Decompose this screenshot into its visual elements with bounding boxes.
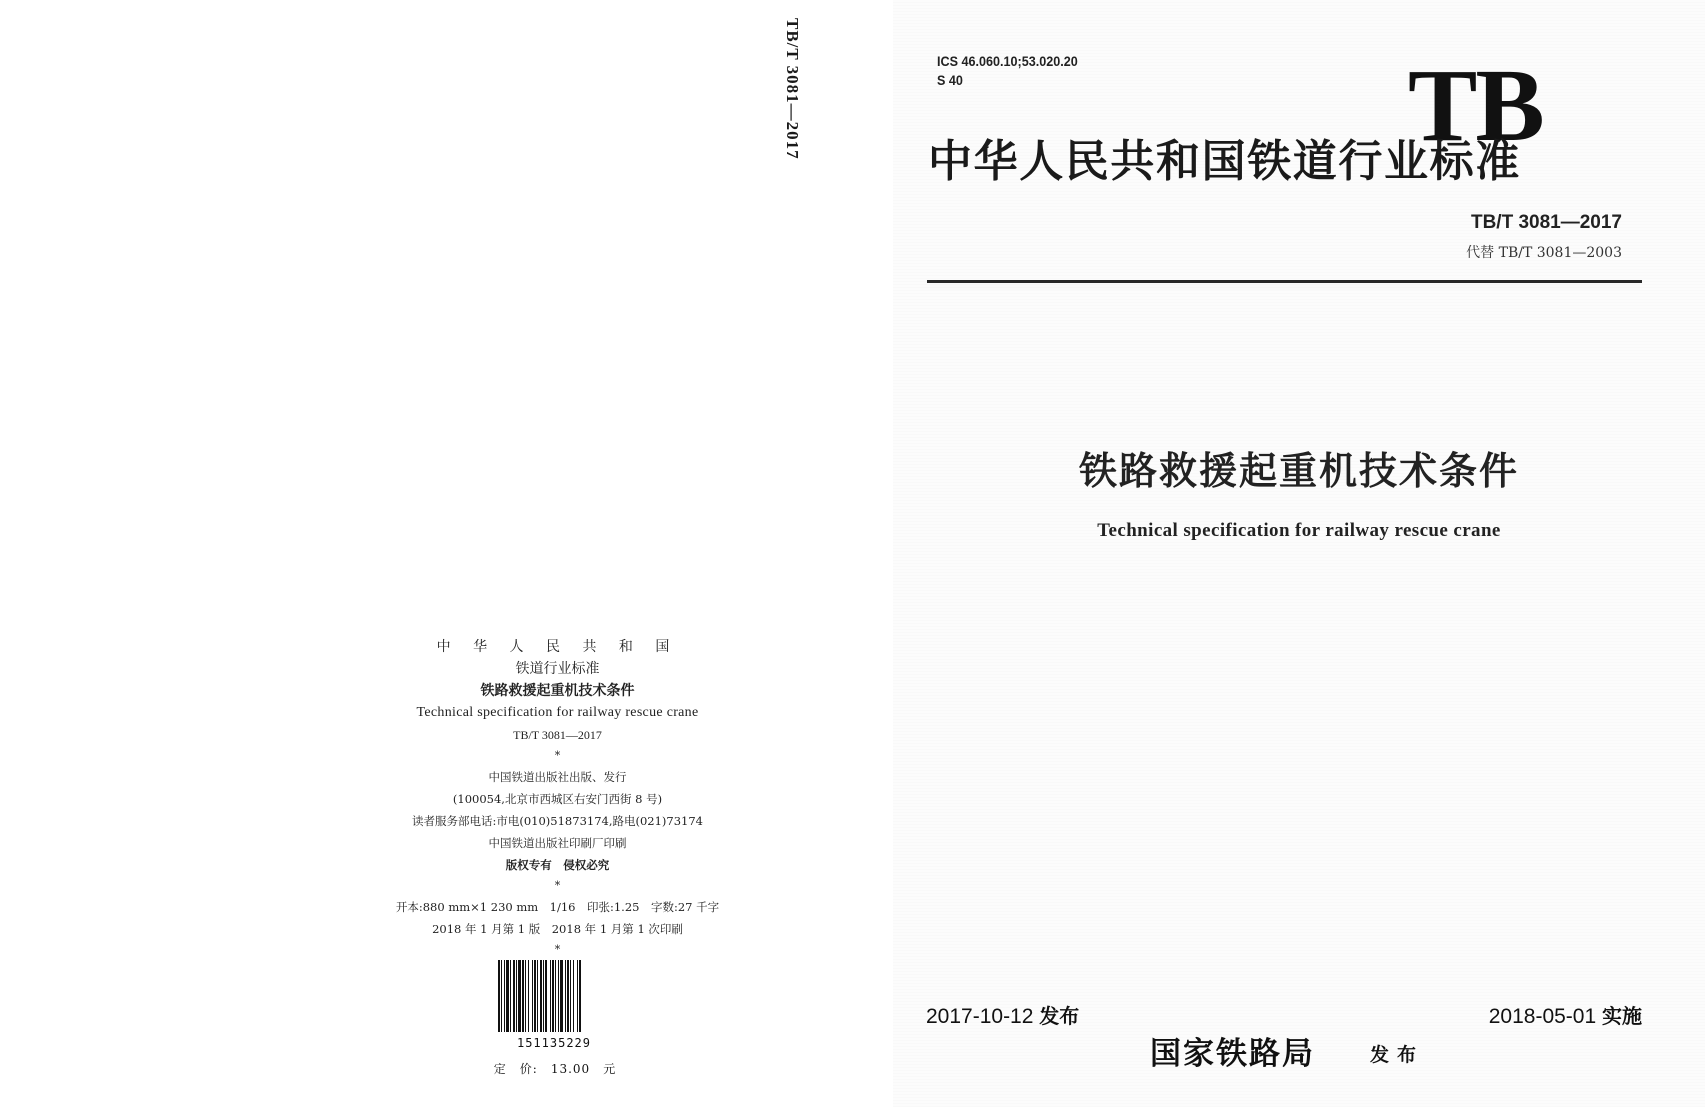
barcode-bar <box>537 960 538 1032</box>
imprint-printer: 中国铁道出版社印刷厂印刷 <box>488 836 627 850</box>
imprint-title-en: Technical specification for railway rescue crane <box>416 705 699 720</box>
header-divider <box>927 280 1642 283</box>
barcode-bar <box>540 960 542 1032</box>
document-title-en: Technical specification for railway rescue crane <box>1097 520 1501 541</box>
price: 定 价: 13.00 元 <box>493 1062 617 1076</box>
barcode-bar <box>504 960 505 1032</box>
barcode-number: 151135229 <box>516 1036 592 1050</box>
barcode-bar <box>543 960 544 1032</box>
imprint-country: 中 华 人 民 共 和 国 <box>436 639 679 655</box>
issue-date-line <box>926 1000 1079 1029</box>
barcode-bar <box>579 960 581 1032</box>
imprint-copyright: 版权专有 侵权必究 <box>505 858 610 872</box>
imprint-category: 铁道行业标准 <box>515 661 600 677</box>
imprint-publisher: 中国铁道出版社出版、发行 <box>488 770 627 784</box>
ics-code: ICS 46.060.10;53.020.20 <box>937 53 1078 69</box>
imprint-edition-info: 2018 年 1 月第 1 版 2018 年 1 月第 1 次印刷 <box>432 922 683 936</box>
barcode-bar <box>555 960 556 1032</box>
issue-date: 2017-10-12 <box>926 1005 1034 1028</box>
barcode-bar <box>532 960 533 1032</box>
ics-classification <box>937 52 1078 90</box>
barcode-bar <box>498 960 500 1032</box>
barcode-bar <box>510 960 511 1032</box>
barcode-bar <box>506 960 509 1032</box>
imprint-block <box>355 636 760 960</box>
barcode-bar <box>550 960 551 1032</box>
ccs-code: S 40 <box>937 72 963 88</box>
barcode-bar <box>573 960 574 1032</box>
barcode-bar <box>570 960 571 1032</box>
imprint-separator: * <box>554 879 561 892</box>
implement-date: 2018-05-01 <box>1488 1005 1597 1028</box>
barcode <box>498 960 610 1032</box>
barcode-bar <box>513 960 515 1032</box>
publisher-action: 发布 <box>1370 1044 1425 1066</box>
publisher-name: 国家铁路局 <box>1150 1036 1315 1072</box>
document-title-cn: 铁路救援起重机技术条件 <box>1078 449 1519 493</box>
imprint-format-info: 开本:880 mm×1 230 mm 1/16 印张:1.25 字数:27 千字 <box>395 900 720 914</box>
barcode-bar <box>534 960 536 1032</box>
barcode-bar <box>558 960 559 1032</box>
barcode-bar <box>560 960 563 1032</box>
imprint-address: (100054,北京市西城区右安门西街 8 号) <box>452 792 663 806</box>
standard-code: TB/T 3081—2017 <box>1470 212 1622 233</box>
imprint-separator: * <box>554 943 561 956</box>
barcode-bar <box>528 960 529 1032</box>
tb-logo: TB <box>1408 48 1543 163</box>
barcode-bar <box>516 960 517 1032</box>
spine-standard-code: TB/T 3081—2017 <box>783 18 802 160</box>
issue-label: 发布 <box>1039 1004 1080 1028</box>
barcode-bar <box>552 960 554 1032</box>
implement-label: 实施 <box>1602 1004 1642 1028</box>
barcode-bar <box>567 960 569 1032</box>
barcode-bar <box>522 960 524 1032</box>
imprint-title-cn: 铁路救援起重机技术条件 <box>480 683 635 699</box>
imprint-service-phone: 读者服务部电话:市电(010)51873174,路电(021)73174 <box>412 814 703 828</box>
barcode-bar <box>518 960 521 1032</box>
imprint-code: TB/T 3081—2017 <box>513 728 602 742</box>
barcode-bar <box>501 960 502 1032</box>
imprint-separator: * <box>554 749 561 762</box>
barcode-bar <box>525 960 526 1032</box>
barcode-bar <box>577 960 578 1032</box>
replaces-standard: 代替 TB/T 3081—2003 <box>1466 245 1622 261</box>
barcode-bar <box>545 960 547 1032</box>
implement-date-line <box>1400 1000 1642 1029</box>
standard-name: 中华人民共和国铁道行业标准 <box>928 136 1521 187</box>
barcode-bar <box>565 960 566 1032</box>
